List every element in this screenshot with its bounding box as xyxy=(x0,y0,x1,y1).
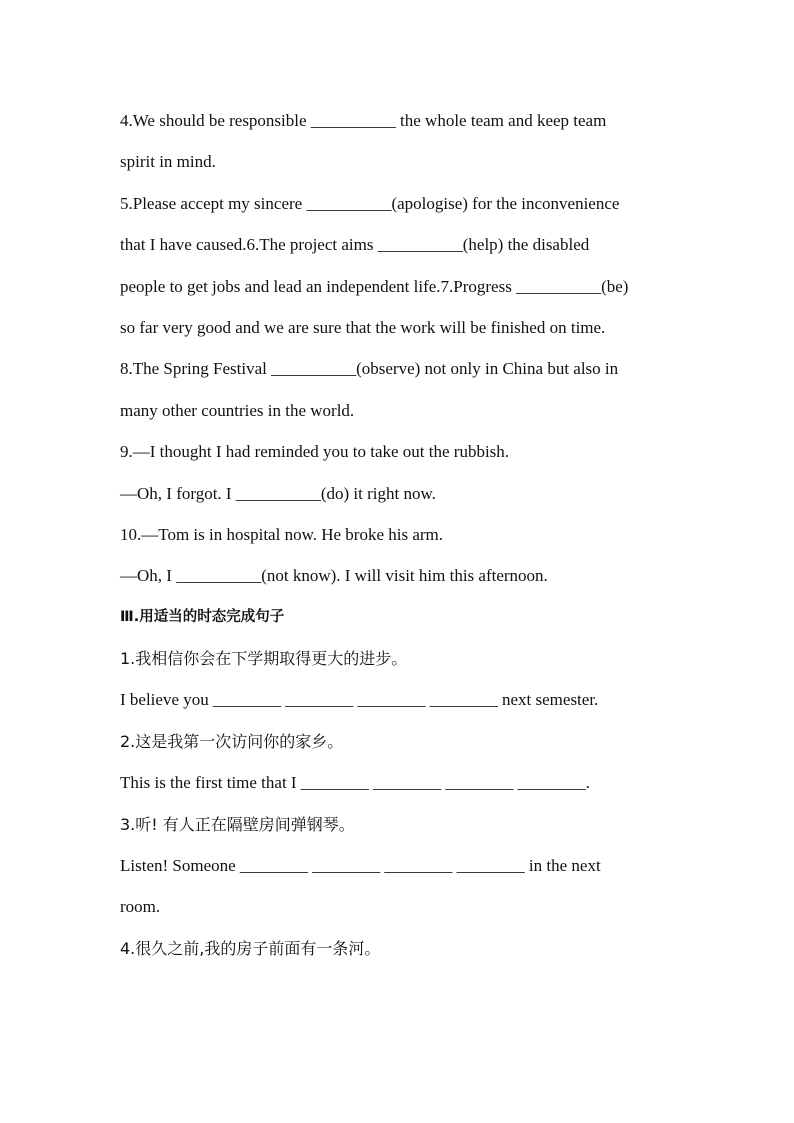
exercise-line: so far very good and we are sure that the work will be finished on time. xyxy=(120,317,606,337)
answer-line: I believe you ________ ________ ________ ________ next semester. xyxy=(120,690,599,710)
exercise-line: —Oh, I forgot. I __________(do) it right now. xyxy=(120,483,436,503)
exercise-line: 9.—I thought I had reminded you to take out the rubbish. xyxy=(120,442,510,462)
exercise-line: that I have caused.6.The project aims __________(help) the disabled xyxy=(120,235,590,255)
question-prompt: 1.我相信你会在下学期取得更大的进步。 xyxy=(120,649,408,669)
exercise-line: spirit in mind. xyxy=(120,152,216,172)
answer-line: room. xyxy=(120,897,161,917)
exercise-line: many other countries in the world. xyxy=(120,400,355,420)
question-prompt: 3.听! 有人正在隔壁房间弹钢琴。 xyxy=(120,814,355,834)
answer-line: Listen! Someone ________ ________ ________ ________ in the next xyxy=(120,856,601,876)
exercise-line: 10.—Tom is in hospital now. He broke his arm. xyxy=(120,524,444,544)
question-prompt: 4.很久之前,我的房子前面有一条河。 xyxy=(120,938,381,958)
exercise-line: —Oh, I __________(not know). I will visit him this afternoon. xyxy=(120,566,548,586)
exercise-line: 4.We should be responsible __________ the whole team and keep team xyxy=(120,111,607,130)
exercise-content xyxy=(120,100,690,969)
question-prompt: 2.这是我第一次访问你的家乡。 xyxy=(120,731,344,751)
exercise-line: 8.The Spring Festival __________(observe) not only in China but also in xyxy=(120,359,619,379)
section-heading: Ⅲ.用适当的时态完成句子 xyxy=(120,608,285,625)
answer-line: This is the first time that I ________ ________ ________ ________. xyxy=(120,773,590,793)
exercise-line: people to get jobs and lead an independent life.7.Progress __________(be) xyxy=(120,276,629,296)
exercise-line: 5.Please accept my sincere __________(apologise) for the inconvenience xyxy=(120,193,620,213)
